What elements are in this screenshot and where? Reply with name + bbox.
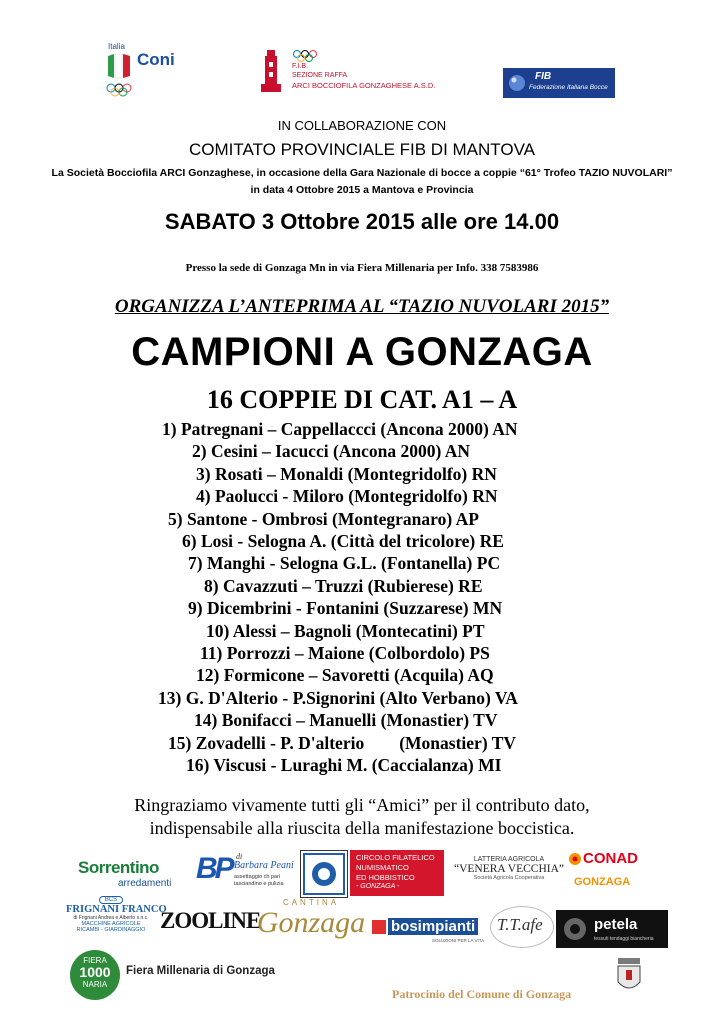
- fib-raffa-line1: F.I.B.: [292, 63, 308, 70]
- zooline-name: ZOOLINE: [160, 908, 261, 933]
- fib-federazione-logo: [503, 68, 615, 98]
- fiera-badge-bot: NARIA: [82, 980, 108, 989]
- list-item: 10) Alessi – Bagnoli (Montecatini) PT: [206, 620, 485, 641]
- frignani-name: FRIGNANI FRANCO: [66, 904, 167, 915]
- list-item: 1) Patregnani – Cappellaccci (Ancona 2000) AN: [162, 419, 518, 439]
- intro-line1: La Società Bocciofila ARCI Gonzaghese, in occasione della Gara Nazionale di bocce a coppie “61° Trofeo TAZIO NUVOLARI”: [51, 167, 673, 179]
- list-item: 14) Bonifacci – Manuelli (Monastier) TV: [194, 710, 498, 731]
- fiera-badge-top: FIERA: [83, 956, 107, 965]
- fib-raffa-line3: ARCI BOCCIOFILA GONZAGHESE A.S.D.: [292, 81, 436, 90]
- frignani-l3: MACCHINE AGRICOLE: [81, 921, 141, 927]
- sorrentino-name: Sorrentino: [78, 858, 159, 877]
- tcafe-name: T.T.afe: [497, 915, 543, 934]
- intro-line2: in data 4 Ottobre 2015 a Mantova e Provincia: [250, 184, 474, 196]
- collab-text: IN COLLABORAZIONE CON: [277, 118, 447, 133]
- thanks-line1: Ringraziamo vivamente tutti gli “Amici” per il contributo dato,: [134, 795, 590, 815]
- fiera-badge: [70, 950, 120, 1000]
- flower-icon: [568, 852, 582, 866]
- list-item: 4) Paolucci - Miloro (Montegridolfo) RN: [196, 486, 498, 507]
- sponsor-frignani: [66, 896, 167, 946]
- latteria-top: LATTERIA AGRICOLA: [473, 856, 545, 863]
- sponsor-tcafe: [490, 906, 554, 948]
- fiera-name: Fiera Millenaria di Gonzaga: [126, 965, 275, 977]
- list-item: 6) Losi - Selogna A. (Città del tricolore) RE: [182, 531, 504, 551]
- sponsor-cantina: [252, 898, 370, 944]
- cantina-name: Gonzaga: [256, 906, 366, 939]
- committee-text: COMITATO PROVINCIALE FIB DI MANTOVA: [188, 140, 536, 159]
- petela-name: petela: [594, 916, 638, 933]
- olympic-rings-icon: [292, 50, 320, 62]
- bp-desc: assettaggio ch pari tasciandino e pulizia: [234, 874, 284, 887]
- list-item: 9) Dicembrini - Fontanini (Suzzarese) MN: [188, 598, 503, 619]
- latteria-name: “VENERA VECCHIA”: [454, 863, 564, 875]
- thanks-line2: indispensabile alla riuscita della manifestazione boccistica.: [149, 818, 575, 838]
- list-item: 3) Rosati – Monaldi (Montegridolfo) RN: [196, 463, 497, 484]
- circolo-l4: - GONZAGA -: [356, 883, 400, 890]
- main-title: CAMPIONI A GONZAGA: [131, 330, 593, 374]
- bocce-ball-icon: [508, 74, 526, 92]
- fib-federazione-sub: Federazione Italiana Bocce: [529, 84, 608, 91]
- organizza-text: ORGANIZZA L’ANTEPRIMA AL “TAZIO NUVOLARI 2015”: [114, 296, 610, 317]
- frignani-l4: RICAMBI - GIARDINAGGIO: [76, 927, 146, 933]
- list-item: 5) Santone - Ombrosi (Montegranaro) AP: [168, 508, 479, 529]
- sponsor-circolo-icon-box: [300, 850, 348, 898]
- sponsor-latteria: [450, 856, 568, 894]
- venue-info: Presso la sede di Gonzaga Mn in via Fiera Millenaria per Info. 338 7583986: [185, 262, 539, 274]
- event-date: SABATO 3 Ottobre 2015 alle ore 14.00: [164, 209, 560, 234]
- bosi-icon: [372, 920, 386, 934]
- petela-sub: tessuti tendaggi biancheria: [594, 936, 654, 942]
- coni-name: Coni: [137, 50, 175, 69]
- latteria-sub: Società Agricola Cooperativa: [473, 875, 545, 881]
- list-item: 16) Viscusi - Luraghi M. (Caccialanza) MI: [186, 755, 502, 775]
- list-item: 15) Zovadelli - P. D'alterio (Monastier) TV: [168, 732, 517, 753]
- fib-raffa-line2: SEZIONE RAFFA: [292, 72, 348, 79]
- cantina-top: CANTINA: [282, 898, 340, 907]
- list-item: 7) Manghi - Selogna G.L. (Fontanella) PC: [188, 553, 501, 574]
- sponsor-conad: [568, 850, 644, 892]
- list-item: 13) G. D'Alterio - P.Signorini (Alto Verbano) VA: [158, 687, 518, 708]
- petela-mark-icon: [562, 916, 588, 942]
- sponsor-circolo: [350, 850, 444, 896]
- sponsor-bosimpianti: [372, 918, 486, 948]
- fib-raffa-logo: [258, 46, 468, 98]
- stamp-icon: [301, 851, 347, 897]
- sponsor-zooline: [160, 908, 261, 938]
- list-item: 8) Cavazzuti – Truzzi (Rubierese) RE: [204, 575, 483, 596]
- circolo-l3: ED HOBBISTICO: [356, 873, 415, 882]
- conad-city: GONZAGA: [574, 876, 631, 888]
- sponsor-petela: [556, 910, 668, 948]
- olympic-rings-icon: [106, 83, 140, 97]
- fiera-badge-mid: 1000: [79, 964, 111, 980]
- coat-of-arms-icon: [614, 956, 644, 996]
- circolo-l2: NUMISMATICO: [356, 863, 409, 872]
- frignani-sub: di Frignani Andrea e Alberto s.n.c.: [73, 915, 149, 921]
- bp-mark: BP: [196, 852, 232, 885]
- fib-federazione-name: FIB: [535, 71, 552, 82]
- coni-small-text: Italia: [108, 42, 125, 51]
- bosi-name: bosimpianti: [388, 918, 478, 935]
- list-item: 12) Formicone – Savoretti (Acquila) AQ: [196, 665, 494, 686]
- coni-flag-icon: [106, 52, 132, 80]
- bp-name: Barbara Peani: [234, 860, 294, 871]
- circolo-l1: CIRCOLO FILATELICO: [356, 853, 435, 862]
- sponsor-bp: [196, 852, 294, 896]
- subtitle: 16 COPPIE DI CAT. A1 – A: [206, 385, 518, 414]
- sponsor-sorrentino: [78, 858, 190, 894]
- bosi-sub: SOLUZIONI PER LA VITA: [432, 938, 485, 943]
- bp-di: di: [236, 852, 243, 861]
- list-item: 2) Cesini – Iacucci (Ancona 2000) AN: [192, 441, 471, 462]
- tower-icon: [258, 48, 284, 94]
- comune-crest: [614, 956, 644, 996]
- patrocinio-text: Patrocinio del Comune di Gonzaga: [392, 987, 572, 1001]
- sorrentino-sub: arredamenti: [118, 878, 172, 889]
- frignani-badge: BCS: [99, 896, 123, 904]
- conad-name: CONAD: [583, 850, 638, 867]
- coni-logo: [104, 42, 184, 100]
- list-item: 11) Porrozzi – Maione (Colbordolo) PS: [200, 643, 490, 663]
